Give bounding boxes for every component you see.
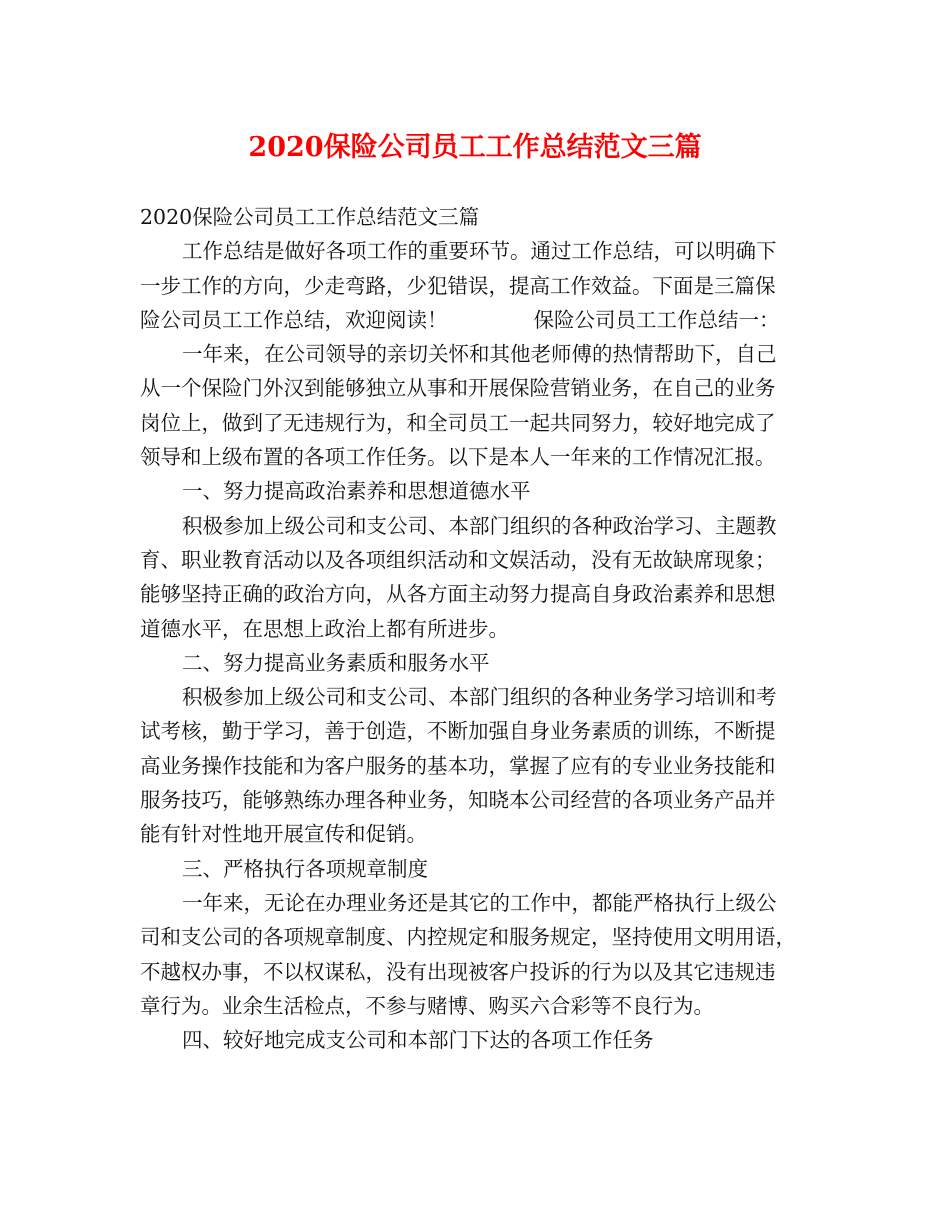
paragraph-line xyxy=(140,234,812,268)
paragraph-line xyxy=(140,920,812,954)
line-text: 积极参加上级公司和支公司、本部门组织的各种政治学习、主题教 xyxy=(182,513,777,538)
paragraph-line xyxy=(140,783,812,817)
document-title: 2020保险公司员工工作总结范文三篇 xyxy=(248,132,702,163)
line-text: 从一个保险门外汉到能够独立从事和开展保险营销业务，在自己的业务 xyxy=(140,376,776,401)
paragraph-line xyxy=(140,852,812,886)
line-text: 积极参加上级公司和支公司、本部门组织的各种业务学习培训和考 xyxy=(182,685,777,710)
paragraph-line xyxy=(140,955,812,989)
line-text: 育、职业教育活动以及各项组织活动和文娱活动，没有无故缺席现象； xyxy=(140,547,776,572)
line-text: 能够坚持正确的政治方向，从各方面主动努力提高自身政治素养和思想 xyxy=(140,582,776,607)
paragraph-line xyxy=(140,269,812,303)
line-text: 一、努力提高政治素养和思想道德水平 xyxy=(182,479,531,504)
paragraph-line xyxy=(140,646,812,680)
paragraph-line xyxy=(140,989,812,1023)
line-text: 二、努力提高业务素质和服务水平 xyxy=(182,650,490,675)
paragraph-line xyxy=(140,406,812,440)
paragraph-line xyxy=(140,337,812,371)
paragraph-line xyxy=(140,714,812,748)
line-text: 高业务操作技能和为客户服务的基本功，掌握了应有的专业业务技能和 xyxy=(140,753,776,778)
paragraph-line xyxy=(140,817,812,851)
line-text: 道德水平，在思想上政治上都有所进步。 xyxy=(140,616,509,641)
line-text: 工作总结是做好各项工作的重要环节。通过工作总结，可以明确下 xyxy=(182,239,777,264)
line-text: 领导和上级布置的各项工作任务。以下是本人一年来的工作情况汇报。 xyxy=(140,445,776,470)
line-text: 四、较好地完成支公司和本部门下达的各项工作任务 xyxy=(182,1028,654,1053)
line-text: 章行为。业余生活检点，不参与赌博、购买六合彩等不良行为。 xyxy=(140,993,714,1018)
line-text: 服务技巧，能够熟练办理各种业务，知晓本公司经营的各项业务产品并 xyxy=(140,788,776,813)
paragraph-line xyxy=(140,543,812,577)
paragraph-line xyxy=(140,303,812,337)
document-body xyxy=(140,200,812,1057)
paragraph-line xyxy=(140,509,812,543)
paragraph-line xyxy=(140,440,812,474)
paragraph-line xyxy=(140,680,812,714)
paragraph-line xyxy=(140,612,812,646)
document-subtitle: 2020保险公司员工工作总结范文三篇 xyxy=(140,205,480,229)
paragraph-line xyxy=(140,577,812,611)
line-text: 一年来，无论在办理业务还是其它的工作中，都能严格执行上级公 xyxy=(182,890,777,915)
line-text: 一步工作的方向，少走弯路，少犯错误，提高工作效益。下面是三篇保 xyxy=(140,273,776,298)
paragraph-line xyxy=(140,371,812,405)
paragraph-line xyxy=(140,749,812,783)
line-text: 能有针对性地开展宣传和促销。 xyxy=(140,822,427,847)
paragraph-line xyxy=(140,474,812,508)
line-text: 三、严格执行各项规章制度 xyxy=(182,856,428,881)
paragraph-line xyxy=(140,1023,812,1057)
paragraph-line xyxy=(140,886,812,920)
line-text: 险公司员工工作总结，欢迎阅读！ xyxy=(140,307,448,332)
line-text: 岗位上，做到了无违规行为，和全司员工一起共同努力，较好地完成了 xyxy=(140,410,776,435)
line-text: 不越权办事，不以权谋私，没有出现被客户投诉的行为以及其它违规违 xyxy=(140,959,776,984)
line-text: 试考核，勤于学习，善于创造，不断加强自身业务素质的训练，不断提 xyxy=(140,719,776,744)
section-heading-inline: 保险公司员工工作总结一： xyxy=(533,307,780,332)
line-text: 司和支公司的各项规章制度、内控规定和服务规定，坚持使用文明用语， xyxy=(140,925,796,950)
line-text: 一年来，在公司领导的亲切关怀和其他老师傅的热情帮助下，自己 xyxy=(182,342,777,367)
